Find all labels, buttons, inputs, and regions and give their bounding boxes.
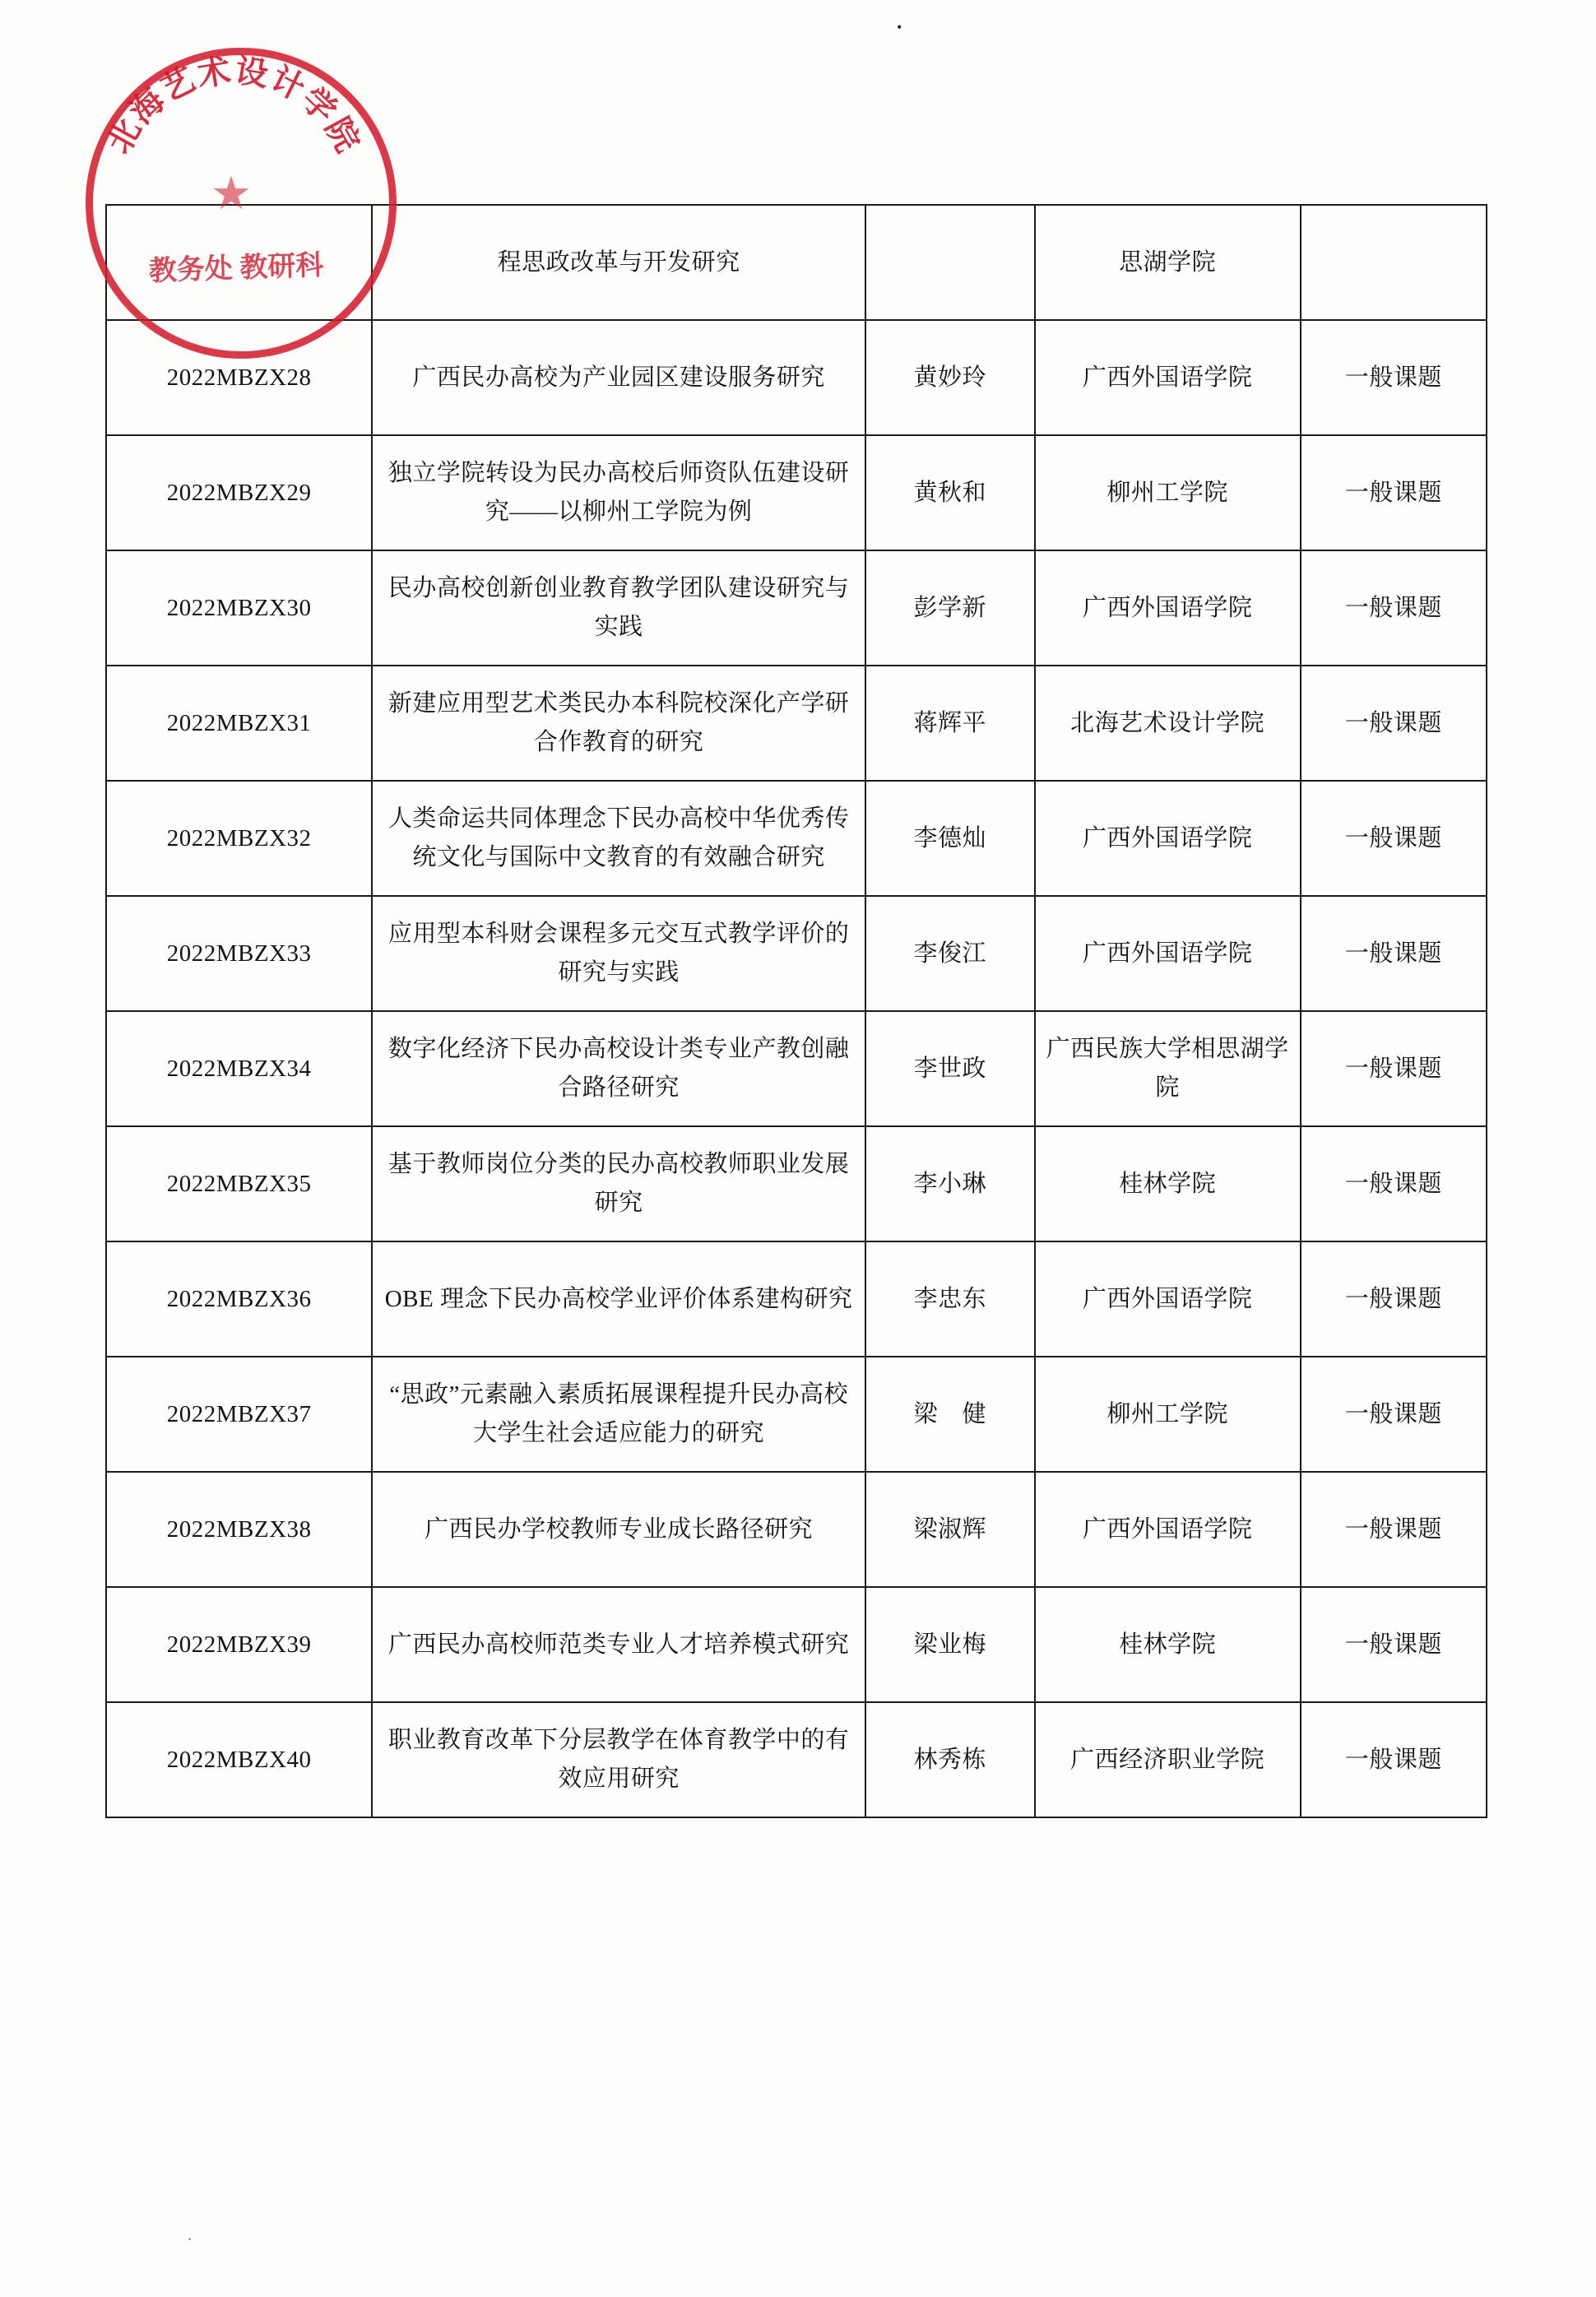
cell-title: 广西民办高校为产业园区建设服务研究	[372, 320, 865, 435]
cell-type: 一般课题	[1301, 550, 1487, 666]
cell-title: 数字化经济下民办高校设计类专业产教创融合路径研究	[372, 1011, 865, 1126]
table-row	[106, 435, 1487, 550]
table-row	[106, 205, 1487, 320]
cell-code: 2022MBZX36	[106, 1241, 372, 1357]
cell-code: 2022MBZX30	[106, 550, 372, 666]
cell-type: 一般课题	[1301, 320, 1487, 435]
table-row	[106, 781, 1487, 896]
cell-title: 应用型本科财会课程多元交互式教学评价的研究与实践	[372, 896, 865, 1011]
cell-person: 林秀栋	[865, 1702, 1035, 1817]
cell-person: 蒋辉平	[865, 666, 1035, 781]
bottom-page-mark: ·	[188, 2233, 193, 2247]
cell-org: 广西外国语学院	[1035, 550, 1301, 666]
project-list-table-wrapper	[105, 204, 1487, 1818]
table-body	[106, 205, 1487, 1817]
table-row	[106, 1126, 1487, 1241]
seal-top-text: 北海艺术设计学院	[100, 51, 368, 160]
table-row	[106, 1472, 1487, 1587]
cell-code: 2022MBZX40	[106, 1702, 372, 1817]
cell-person: 李德灿	[865, 781, 1035, 896]
cell-code: 2022MBZX29	[106, 435, 372, 550]
cell-person: 李小琳	[865, 1126, 1035, 1241]
cell-org: 广西外国语学院	[1035, 320, 1301, 435]
cell-code: 2022MBZX33	[106, 896, 372, 1011]
table-row	[106, 1241, 1487, 1357]
cell-code	[106, 205, 372, 320]
cell-type: 一般课题	[1301, 1587, 1487, 1702]
table-row	[106, 1357, 1487, 1472]
cell-title: 民办高校创新创业教育教学团队建设研究与实践	[372, 550, 865, 666]
seal-bottom-text: 教务处 教研科	[148, 250, 324, 287]
cell-title: “思政”元素融入素质拓展课程提升民办高校大学生社会适应能力的研究	[372, 1357, 865, 1472]
cell-org: 思湖学院	[1035, 205, 1301, 320]
cell-title: 广西民办高校师范类专业人才培养模式研究	[372, 1587, 865, 1702]
table-row	[106, 666, 1487, 781]
cell-title: 基于教师岗位分类的民办高校教师职业发展研究	[372, 1126, 865, 1241]
cell-type: 一般课题	[1301, 1357, 1487, 1472]
cell-person: 黄妙玲	[865, 320, 1035, 435]
cell-person: 李忠东	[865, 1241, 1035, 1357]
cell-title: OBE 理念下民办高校学业评价体系建构研究	[372, 1241, 865, 1357]
table-row	[106, 550, 1487, 666]
cell-org: 广西外国语学院	[1035, 1472, 1301, 1587]
cell-code: 2022MBZX35	[106, 1126, 372, 1241]
cell-code: 2022MBZX32	[106, 781, 372, 896]
cell-person: 李俊江	[865, 896, 1035, 1011]
cell-org: 广西外国语学院	[1035, 1241, 1301, 1357]
table-row	[106, 320, 1487, 435]
cell-type: 一般课题	[1301, 435, 1487, 550]
cell-org: 广西外国语学院	[1035, 781, 1301, 896]
cell-title: 人类命运共同体理念下民办高校中华优秀传统文化与国际中文教育的有效融合研究	[372, 781, 865, 896]
cell-title: 程思政改革与开发研究	[372, 205, 865, 320]
cell-type: 一般课题	[1301, 781, 1487, 896]
cell-org: 广西经济职业学院	[1035, 1702, 1301, 1817]
cell-code: 2022MBZX38	[106, 1472, 372, 1587]
project-list-table	[105, 204, 1487, 1818]
cell-person: 李世政	[865, 1011, 1035, 1126]
cell-code: 2022MBZX31	[106, 666, 372, 781]
cell-person: 梁 健	[865, 1357, 1035, 1472]
cell-type: 一般课题	[1301, 1241, 1487, 1357]
cell-title: 广西民办学校教师专业成长路径研究	[372, 1472, 865, 1587]
seal-star-icon: ★	[211, 169, 253, 220]
cell-type: 一般课题	[1301, 1472, 1487, 1587]
cell-code: 2022MBZX39	[106, 1587, 372, 1702]
cell-person: 梁淑辉	[865, 1472, 1035, 1587]
cell-code: 2022MBZX34	[106, 1011, 372, 1126]
cell-org: 桂林学院	[1035, 1587, 1301, 1702]
cell-person	[865, 205, 1035, 320]
top-page-mark: •	[897, 19, 902, 35]
cell-type: 一般课题	[1301, 1011, 1487, 1126]
table-row	[106, 1011, 1487, 1126]
table-row	[106, 1587, 1487, 1702]
table-row	[106, 1702, 1487, 1817]
cell-code: 2022MBZX37	[106, 1357, 372, 1472]
cell-person: 彭学新	[865, 550, 1035, 666]
cell-org: 柳州工学院	[1035, 1357, 1301, 1472]
cell-title: 新建应用型艺术类民办本科院校深化产学研合作教育的研究	[372, 666, 865, 781]
cell-type: 一般课题	[1301, 1126, 1487, 1241]
cell-org: 柳州工学院	[1035, 435, 1301, 550]
cell-title: 职业教育改革下分层教学在体育教学中的有效应用研究	[372, 1702, 865, 1817]
table-row	[106, 896, 1487, 1011]
cell-type: 一般课题	[1301, 896, 1487, 1011]
cell-code: 2022MBZX28	[106, 320, 372, 435]
cell-org: 北海艺术设计学院	[1035, 666, 1301, 781]
cell-org: 广西外国语学院	[1035, 896, 1301, 1011]
cell-type: 一般课题	[1301, 666, 1487, 781]
cell-title: 独立学院转设为民办高校后师资队伍建设研究——以柳州工学院为例	[372, 435, 865, 550]
cell-type: 一般课题	[1301, 1702, 1487, 1817]
cell-person: 梁业梅	[865, 1587, 1035, 1702]
cell-org: 桂林学院	[1035, 1126, 1301, 1241]
cell-org: 广西民族大学相思湖学院	[1035, 1011, 1301, 1126]
cell-type	[1301, 205, 1487, 320]
cell-person: 黄秋和	[865, 435, 1035, 550]
